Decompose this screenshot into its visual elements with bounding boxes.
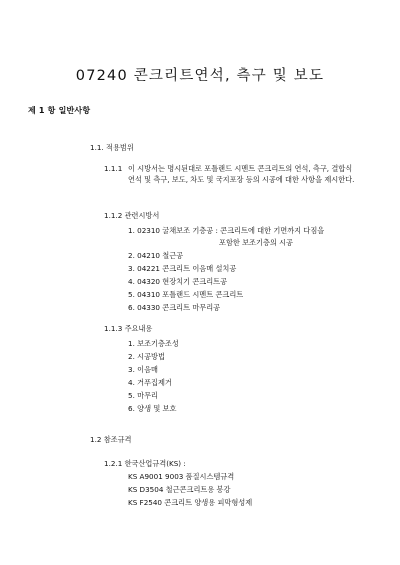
document-title: 07240 콘크리트연석, 측구 및 보도 [75, 68, 325, 84]
paragraph-1-1-1 [104, 163, 364, 199]
chapter-heading: 제 1 항 일반사항 [28, 106, 91, 115]
list-item: 1. 보조기층조성 [128, 339, 179, 348]
list-item: 2. 시공방법 [128, 352, 165, 361]
list-item: 3. 이음매 [128, 365, 158, 374]
standard-reference: KS A9001 9003 품질시스템규격 [128, 472, 235, 481]
list-item-continuation: 포함한 보조기층의 시공 [219, 238, 294, 247]
list-item: 5. 마무리 [128, 391, 158, 400]
subsection-heading-1-1-3: 1.1.3 주요내용 [104, 324, 153, 333]
section-heading-1-1: 1.1. 적용범위 [90, 143, 134, 152]
list-item: 4. 거푸집제거 [128, 378, 172, 387]
list-item: 3. 04221 콘크리트 이음매 설치공 [128, 264, 237, 273]
list-item: 1. 02310 굴채보조 기층공 : 콘크리트에 대한 기면까지 다짐을 [128, 226, 325, 235]
section-heading-1-2: 1.2 참조규격 [90, 435, 132, 444]
list-item: 4. 04320 현장치기 콘크리트공 [128, 277, 228, 286]
list-item: 2. 04210 철근공 [128, 251, 184, 260]
standard-reference: KS D3504 철근콘크리트용 봉강 [128, 485, 231, 494]
subsection-heading-1-2-1: 1.2.1 한국산업규격(KS) : [104, 459, 186, 468]
list-item: 6. 04330 콘크리트 마무리공 [128, 303, 221, 312]
paragraph-text: 이 시방서는 명시된대로 포틀랜드 시멘트 콘크리트의 연석, 측구, 결합식 연석 및 측구, 보도, 차도 및 국지포장 등의 시공에 대한 사항을 제시한다. [128, 164, 355, 184]
list-item: 6. 양생 및 보호 [128, 404, 177, 413]
standard-reference: KS F2540 콘크리트 양생용 피막형성제 [128, 498, 253, 507]
subsection-heading-1-1-2: 1.1.2 관련시방서 [104, 211, 160, 220]
list-item: 5. 04310 포틀랜드 시멘트 콘크리트 [128, 290, 244, 299]
paragraph-number: 1.1.1 [104, 164, 123, 173]
